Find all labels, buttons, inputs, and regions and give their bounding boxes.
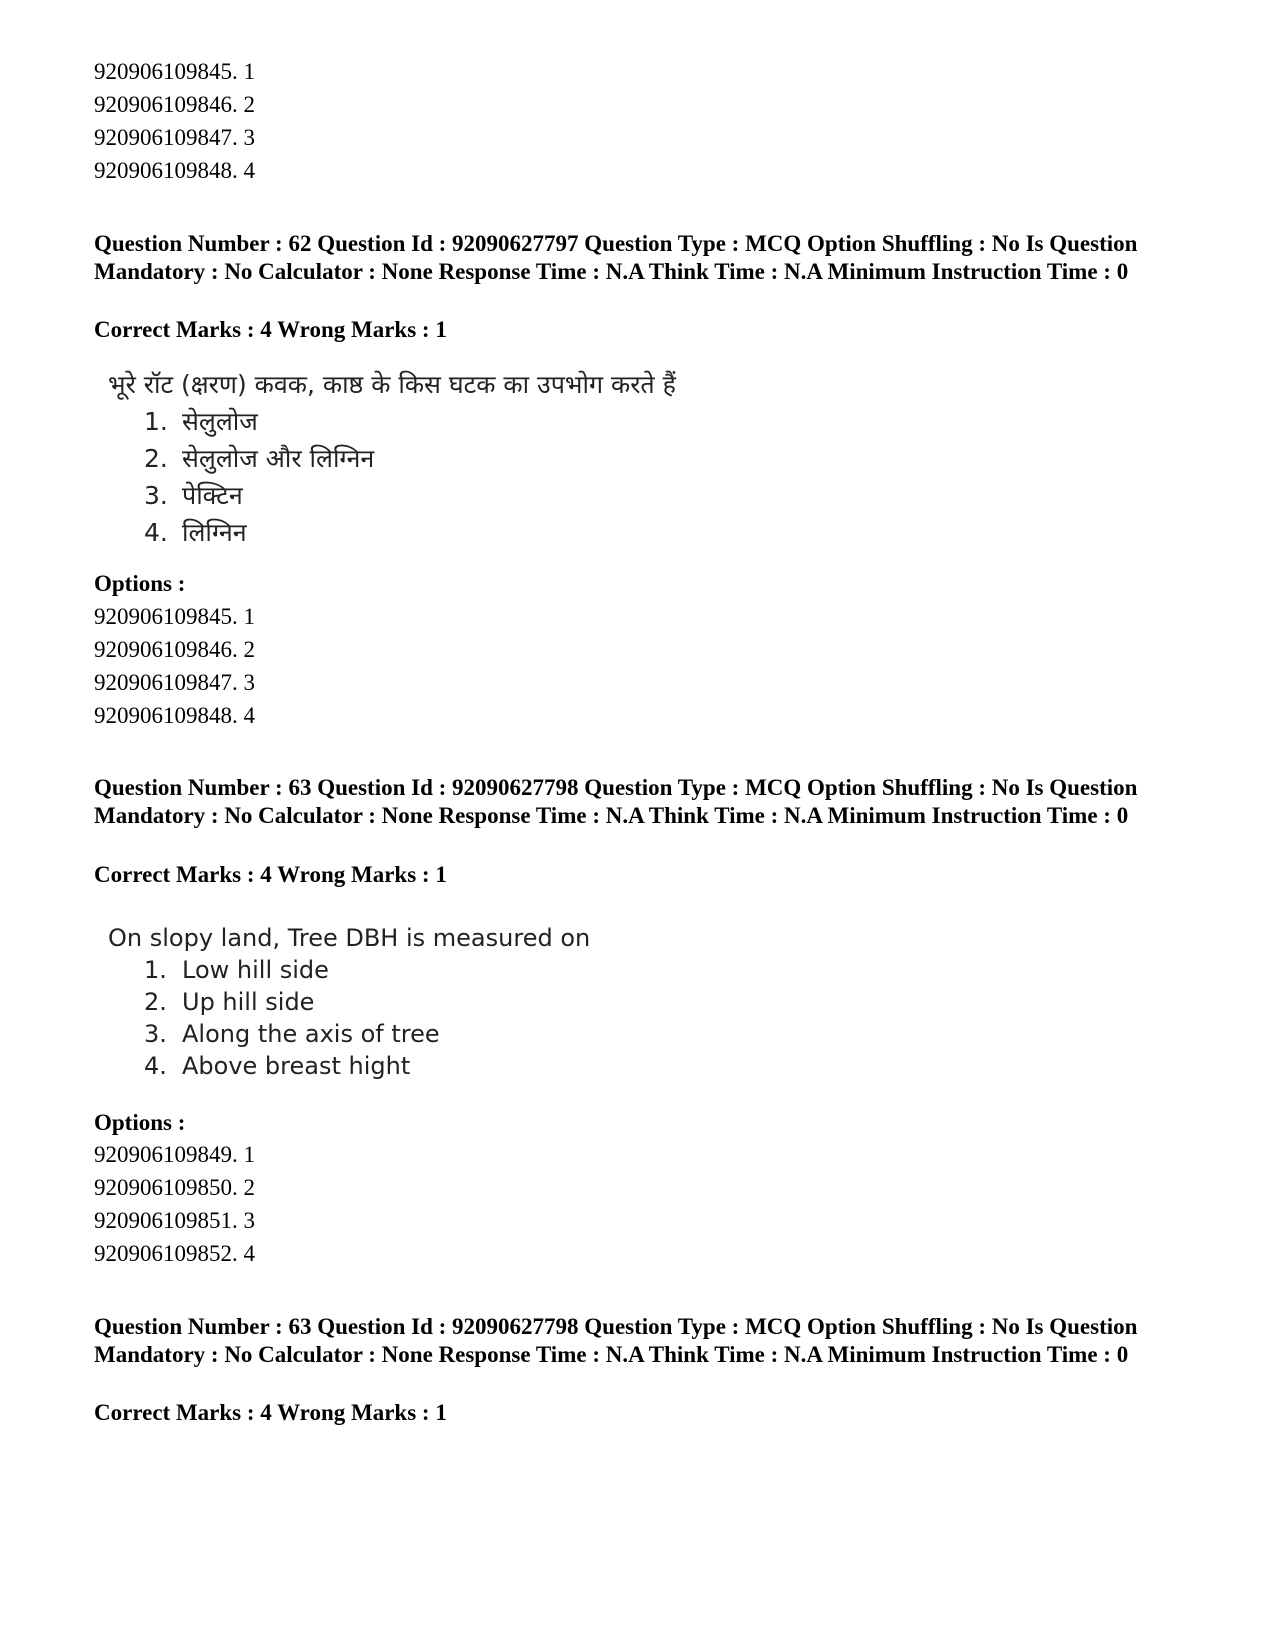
option-line: 920906109845. 1: [94, 604, 255, 629]
q63-options-list: [94, 1138, 255, 1270]
q62-marks: Correct Marks : 4 Wrong Marks : 1: [94, 317, 447, 342]
q63-meta: Question Number : 63 Question Id : 92090627798 Question Type : MCQ Option Shuffling : No Is Question Mandatory : No Calculator : None Response Time : N.A Think Time : N.A Minimum Instruction Time : 0: [94, 775, 1138, 828]
q62-options-list: [94, 600, 255, 732]
q63-repeat-marks: Correct Marks : 4 Wrong Marks : 1: [94, 1400, 447, 1425]
option-line: 920906109851. 3: [94, 1208, 255, 1233]
q62-options-label: Options :: [94, 571, 186, 596]
option-line: 920906109852. 4: [94, 1241, 255, 1266]
option-line: 920906109849. 1: [94, 1142, 255, 1167]
q62-choices: [144, 403, 676, 551]
option-line: 920906109847. 3: [94, 125, 255, 150]
q62-question-image: [108, 366, 676, 551]
option-line: 920906109847. 3: [94, 670, 255, 695]
q63-choice: 4. Above breast hight: [144, 1052, 411, 1080]
top-options-list: [94, 55, 255, 187]
q63-marks: Correct Marks : 4 Wrong Marks : 1: [94, 862, 447, 887]
q62-meta: Question Number : 62 Question Id : 92090627797 Question Type : MCQ Option Shuffling : No Is Question Mandatory : No Calculator : None Response Time : N.A Think Time : N.A Minimum Instruction Time : 0: [94, 231, 1138, 284]
q63-choice: 1. Low hill side: [144, 956, 329, 984]
q62-choice: 4. लिग्निन: [144, 518, 247, 547]
q62-choice: 2. सेलुलोज और लिग्निन: [144, 444, 375, 473]
q63-repeat-meta: Question Number : 63 Question Id : 92090627798 Question Type : MCQ Option Shuffling : No Is Question Mandatory : No Calculator : None Response Time : N.A Think Time : N.A Minimum Instruction Time : 0: [94, 1314, 1138, 1367]
option-line: 920906109846. 2: [94, 92, 255, 117]
q62-choice: 3. पेक्टिन: [144, 481, 243, 510]
option-line: 920906109848. 4: [94, 703, 255, 728]
q63-choice: 3. Along the axis of tree: [144, 1020, 440, 1048]
option-line: 920906109845. 1: [94, 59, 255, 84]
option-line: 920906109850. 2: [94, 1175, 255, 1200]
q63-choice: 2. Up hill side: [144, 988, 315, 1016]
q62-stem: भूरे रॉट (क्षरण) कवक, काष्ठ के किस घटक का उपभोग करते हैं: [108, 370, 676, 399]
q62-choice: 1. सेलुलोज: [144, 407, 258, 436]
q63-question-image: [108, 922, 590, 1082]
q63-choices: [144, 954, 590, 1082]
option-line: 920906109848. 4: [94, 158, 255, 183]
q63-options-label: Options :: [94, 1110, 186, 1135]
option-line: 920906109846. 2: [94, 637, 255, 662]
q63-stem: On slopy land, Tree DBH is measured on: [108, 924, 591, 952]
